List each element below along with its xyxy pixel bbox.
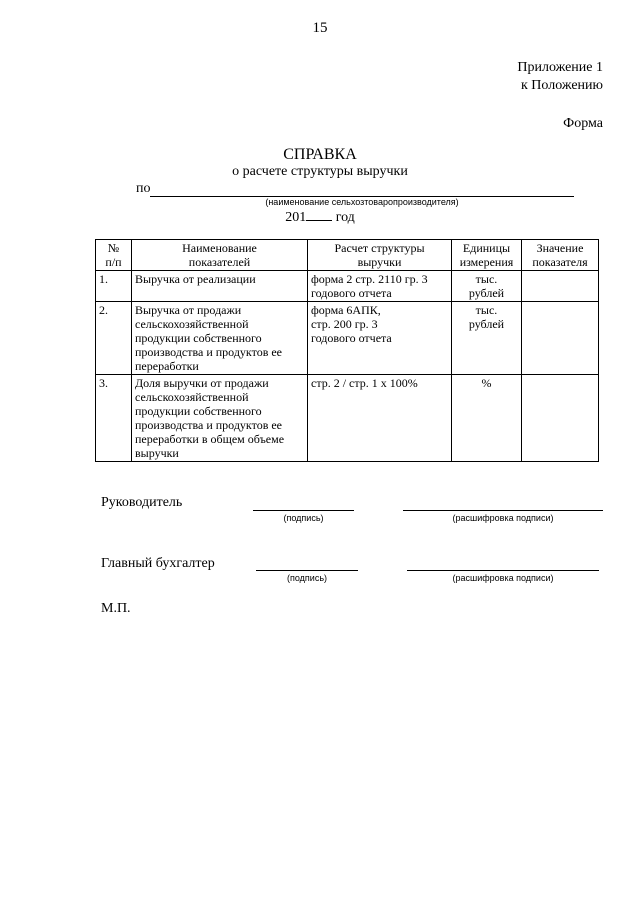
chief-signature-caption: (подпись) [286,573,328,583]
head-decoding-caption: (расшифровка подписи) [452,513,554,523]
row-value-cell[interactable] [522,302,599,375]
document-subtitle: о расчете структуры выручки [232,164,408,179]
header-value-label: Значение показателя [532,241,588,269]
row-unit: тыс. рублей [452,271,522,302]
table-row [96,302,599,375]
page-number: 15 [312,20,328,36]
row-calc: стр. 2 / стр. 1 х 100% [308,375,452,462]
chief-accountant-label: Главный бухгалтер [101,556,215,571]
header-name [132,240,308,271]
row-value-cell[interactable] [522,271,599,302]
appendix-line-1: Приложение 1 [517,60,603,75]
header-unit [452,240,522,271]
row-num: 2. [96,302,132,375]
chief-signature-line[interactable] [256,570,358,571]
producer-caption: (наименование сельхозтоваропроизводителя) [265,197,459,207]
row-unit: тыс. рублей [452,302,522,375]
row-num: 1. [96,271,132,302]
stamp-label: М.П. [101,601,131,616]
header-num-label: № п/п [105,241,122,269]
row-value-cell[interactable] [522,375,599,462]
header-value [522,240,599,271]
header-calc [308,240,452,271]
chief-decoding-caption: (расшифровка подписи) [452,573,554,583]
appendix-line-2: к Положению [520,78,603,93]
revenue-structure-table [95,239,599,462]
row-name: Выручка от реализации [132,271,308,302]
header-calc-label: Расчет структуры выручки [334,241,425,269]
header-num [96,240,132,271]
table-row [96,375,599,462]
row-num: 3. [96,375,132,462]
year-blank[interactable] [306,208,332,221]
row-calc: форма 6АПК, стр. 200 гр. 3 годового отчета [308,302,452,375]
document-title: СПРАВКА [283,146,357,163]
row-name: Доля выручки от продажи сельскохозяйственной продукции собственного производства и продуктов ее переработки в общем объеме выручки [132,375,308,462]
table-row [96,271,599,302]
header-unit-label: Единицы измерения [459,241,514,269]
table-header-row [96,240,599,271]
by-label: по [136,181,151,196]
appendix-note [517,59,603,95]
head-signature-line[interactable] [253,510,354,511]
chief-decoding-line[interactable] [407,570,599,571]
header-name-label: Наименование показателей [182,241,257,269]
row-unit: % [452,375,522,462]
head-label: Руководитель [101,495,183,510]
year-prefix: 201 [285,210,307,225]
row-calc: форма 2 стр. 2110 гр. 3 годового отчета [308,271,452,302]
year-suffix: год [335,210,355,225]
row-name: Выручка от продажи сельскохозяйственной продукции собственного производства и продуктов ее переработки [132,302,308,375]
head-decoding-line[interactable] [403,510,603,511]
year-line [0,208,640,226]
form-label: Форма [563,116,603,131]
head-signature-caption: (подпись) [283,513,324,523]
